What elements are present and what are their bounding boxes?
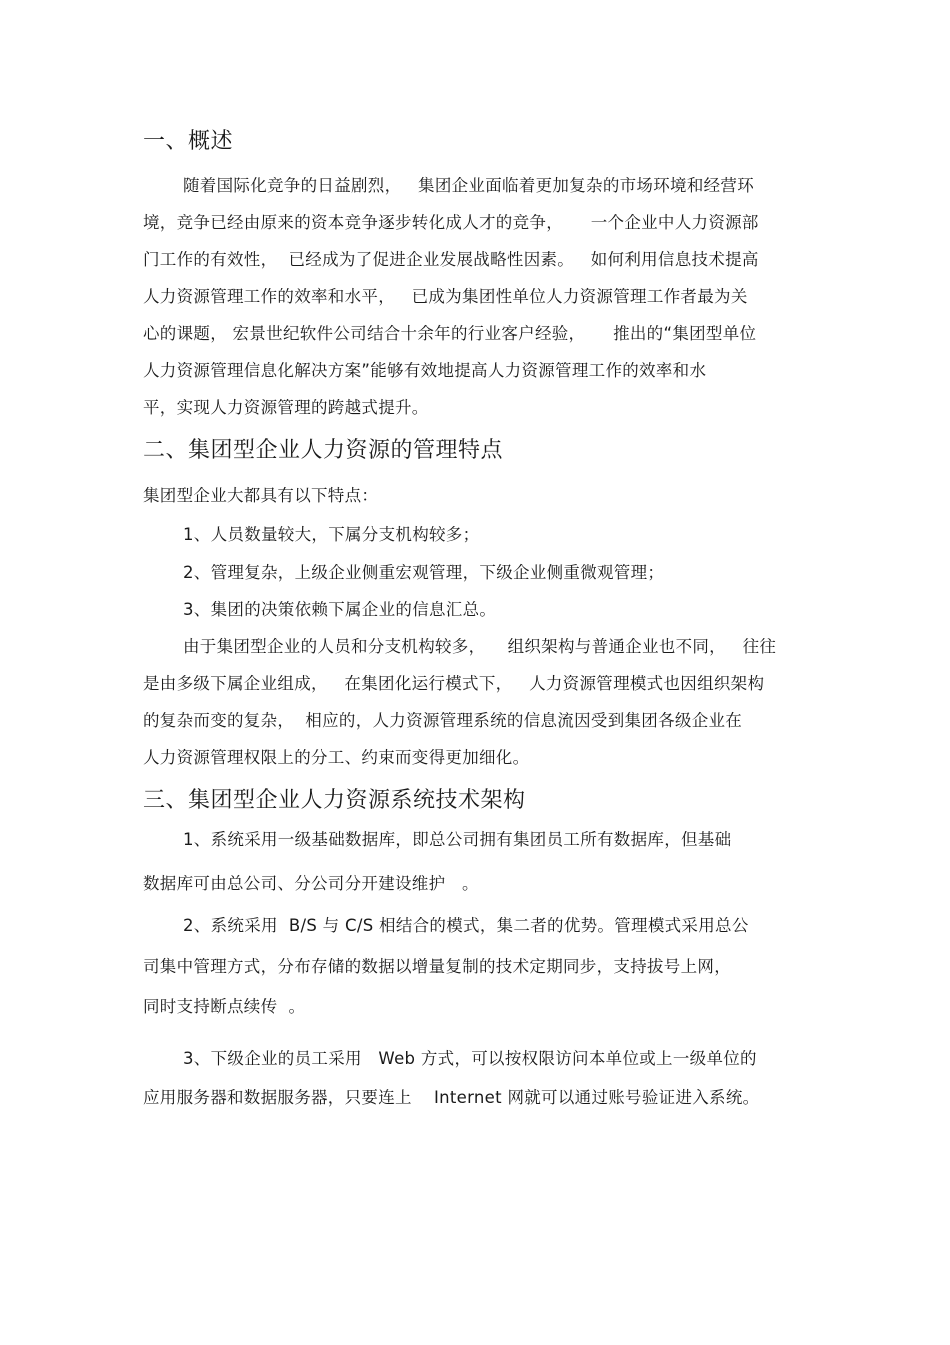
paragraph-line: 心的课题， 宏景世纪软件公司结合十余年的行业客户经验， 推出的“集团型单位	[143, 324, 757, 343]
paragraph-line: 境，竞争已经由原来的资本竞争逐步转化成人才的竞争， 一个企业中人力资源部	[143, 213, 759, 232]
paragraph-line: 应用服务器和数据服务器，只要连上 Internet 网就可以通过账号验证进入系统。	[143, 1088, 760, 1107]
paragraph-line: 人力资源管理工作的效率和水平， 已成为集团性单位人力资源管理工作者最为关	[143, 287, 748, 306]
paragraph-line: 司集中管理方式，分布存储的数据以增量复制的技术定期同步，支持拔号上网，	[143, 957, 731, 976]
paragraph-line: 数据库可由总公司、分公司分开建设维护 。	[143, 874, 479, 893]
section-heading: 三、集团型企业人力资源系统技术架构	[143, 788, 526, 813]
list-item: 3、集团的决策依赖下属企业的信息汇总。	[183, 600, 497, 619]
paragraph-line: 是由多级下属企业组成， 在集团化运行模式下， 人力资源管理模式也因组织架构	[143, 674, 765, 693]
paragraph-line: 由于集团型企业的人员和分支机构较多， 组织架构与普通企业也不同， 往往	[183, 637, 777, 656]
paragraph-line: 3、下级企业的员工采用 Web 方式，可以按权限访问本单位或上一级单位的	[183, 1049, 757, 1068]
paragraph-line: 1、系统采用一级基础数据库，即总公司拥有集团员工所有数据库，但基础	[183, 830, 732, 849]
paragraph-line: 门工作的有效性， 已经成为了促进企业发展战略性因素。 如何利用信息技术提高	[143, 250, 759, 269]
paragraph-line: 人力资源管理权限上的分工、约束而变得更加细化。	[143, 748, 530, 767]
paragraph-line: 2、系统采用 B/S 与 C/S 相结合的模式，集二者的优势。管理模式采用总公	[183, 916, 749, 935]
section-heading: 一、概述	[143, 129, 234, 154]
list-item: 1、人员数量较大，下属分支机构较多；	[183, 525, 480, 544]
section-heading: 二、集团型企业人力资源的管理特点	[143, 438, 504, 463]
paragraph-line: 随着国际化竞争的日益剧烈， 集团企业面临着更加复杂的市场环境和经营环	[183, 176, 755, 195]
paragraph-line: 的复杂而变的复杂， 相应的，人力资源管理系统的信息流因受到集团各级企业在	[143, 711, 743, 730]
paragraph-line: 人力资源管理信息化解决方案”能够有效地提高人力资源管理工作的效率和水	[143, 361, 707, 380]
paragraph-line: 集团型企业大都具有以下特点：	[143, 486, 379, 505]
list-item: 2、管理复杂，上级企业侧重宏观管理，下级企业侧重微观管理；	[183, 563, 665, 582]
paragraph-line: 同时支持断点续传 。	[143, 997, 306, 1016]
paragraph-line: 平，实现人力资源管理的跨越式提升。	[143, 398, 429, 417]
